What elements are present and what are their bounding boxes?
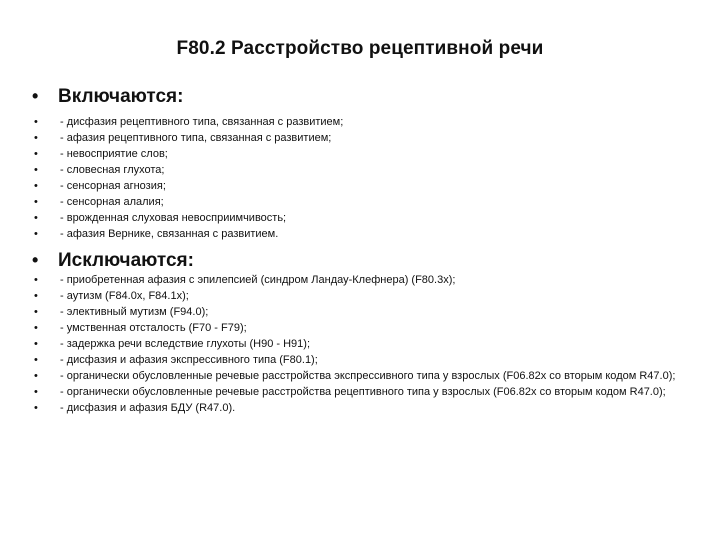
list-item-text: - аутизм (F84.0x, F84.1x); <box>60 290 189 302</box>
list-item <box>34 116 680 128</box>
list-item <box>34 164 680 176</box>
bullet-icon: • <box>34 354 38 366</box>
heading-bullet: • <box>32 86 39 106</box>
bullet-icon: • <box>34 338 38 350</box>
list-item <box>34 338 680 350</box>
excludes-list <box>34 274 680 418</box>
list-item <box>34 228 680 240</box>
bullet-icon: • <box>34 180 38 192</box>
bullet-icon: • <box>34 306 38 318</box>
list-item-text: - сенсорная алалия; <box>60 196 164 208</box>
list-item-text: - афазия рецептивного типа, связанная с развитием; <box>60 132 332 144</box>
includes-heading-text: Включаются: <box>58 86 184 107</box>
list-item-text: - элективный мутизм (F94.0); <box>60 306 209 318</box>
list-item-text: - сенсорная агнозия; <box>60 180 166 192</box>
includes-list <box>34 116 680 244</box>
bullet-icon: • <box>34 402 38 414</box>
list-item-text: - задержка речи вследствие глухоты (H90 - H91); <box>60 338 311 350</box>
list-item-text: - дисфазия и афазия экспрессивного типа (F80.1); <box>60 354 318 366</box>
list-item-text: - дисфазия рецептивного типа, связанная с развитием; <box>60 116 344 128</box>
list-item <box>34 212 680 224</box>
list-item <box>34 132 680 144</box>
bullet-icon: • <box>34 228 38 240</box>
bullet-icon: • <box>34 164 38 176</box>
list-item <box>34 196 680 208</box>
list-item-text: - невосприятие слов; <box>60 148 168 160</box>
bullet-icon: • <box>34 132 38 144</box>
slide-title: F80.2 Расстройство рецептивной речи <box>176 38 544 59</box>
list-item <box>34 148 680 160</box>
bullet-icon: • <box>34 290 38 302</box>
list-item <box>34 402 680 414</box>
bullet-icon: • <box>34 370 38 382</box>
bullet-icon: • <box>34 212 38 224</box>
list-item-text: - врожденная слуховая невосприимчивость; <box>60 212 287 224</box>
bullet-icon: • <box>34 148 38 160</box>
list-item-text: - дисфазия и афазия БДУ (R47.0). <box>60 402 236 414</box>
bullet-icon: • <box>34 322 38 334</box>
list-item-text: - афазия Вернике, связанная с развитием. <box>60 228 279 240</box>
list-item <box>34 370 680 382</box>
bullet-icon: • <box>34 196 38 208</box>
list-item <box>34 274 680 286</box>
list-item <box>34 306 680 318</box>
list-item <box>34 386 680 398</box>
list-item-text: - приобретенная афазия с эпилепсией (синдром Ландау-Клефнера) (F80.3x); <box>60 274 456 286</box>
list-item-text: - словесная глухота; <box>60 164 165 176</box>
excludes-heading <box>32 250 194 272</box>
bullet-icon: • <box>34 116 38 128</box>
list-item <box>34 322 680 334</box>
heading-bullet: • <box>32 250 39 270</box>
list-item-text: - органически обусловленные речевые расстройства рецептивного типа у взрослых (F06.82х со вторым кодом R47.0); <box>60 386 666 398</box>
list-item <box>34 290 680 302</box>
list-item-text: - органически обусловленные речевые расстройства экспрессивного типа у взрослых (F06.82х со вторым кодом R47.0); <box>60 370 676 382</box>
bullet-icon: • <box>34 274 38 286</box>
list-item-text: - умственная отсталость (F70 - F79); <box>60 322 247 334</box>
includes-heading <box>32 86 183 108</box>
excludes-heading-text: Исключаются: <box>58 250 194 271</box>
list-item <box>34 354 680 366</box>
bullet-icon: • <box>34 386 38 398</box>
list-item <box>34 180 680 192</box>
